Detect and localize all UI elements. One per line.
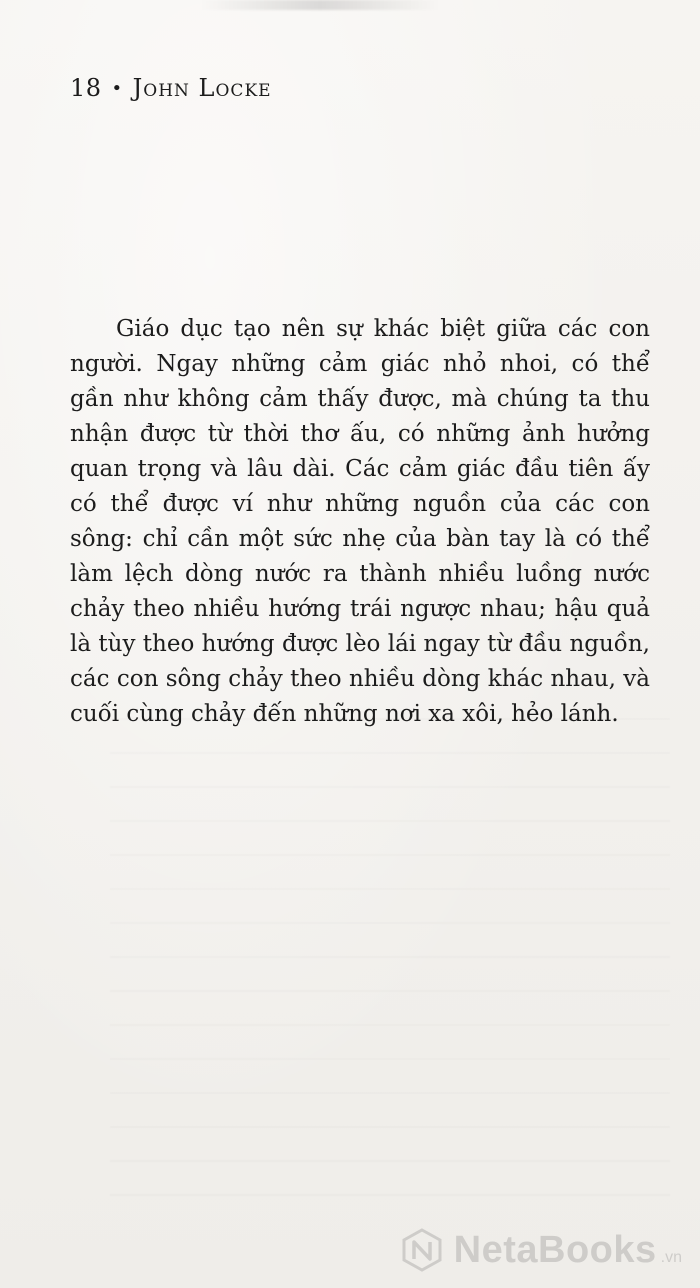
- watermark: [400, 1228, 682, 1272]
- page-number: 18: [70, 74, 102, 102]
- paragraph: Giáo dục tạo nên sự khác biệt giữa các con người. Ngay những cảm giác nhỏ nhoi, có thể gần như không cảm thấy được, mà chúng ta thu nhận được từ thời thơ ấu, có những ảnh hưởng quan trọng và lâu dài. Các cảm giác đầu tiên ấy có thể được ví như những nguồn của các con sông: chỉ cần một sức nhẹ của bàn tay là có thể làm lệch dòng nước ra thành nhiều luồng nước chảy theo nhiều hướng trái ngược nhau; hậu quả là tùy theo hướng được lèo lái ngay từ đầu nguồn, các con sông chảy theo nhiều dòng khác nhau, và cuối cùng chảy đến những nơi xa xôi, hẻo lánh.: [70, 316, 650, 727]
- top-smudge: [200, 0, 440, 10]
- body-text: [70, 312, 650, 732]
- watermark-brand: NetaBooks: [453, 1228, 657, 1271]
- netabooks-logo-icon: [400, 1228, 444, 1272]
- author-name: John Locke: [132, 74, 272, 102]
- watermark-suffix: .vn: [660, 1249, 682, 1266]
- running-head: [70, 74, 272, 102]
- header-separator: •: [111, 78, 123, 99]
- reverse-side-bleed: [110, 700, 670, 1220]
